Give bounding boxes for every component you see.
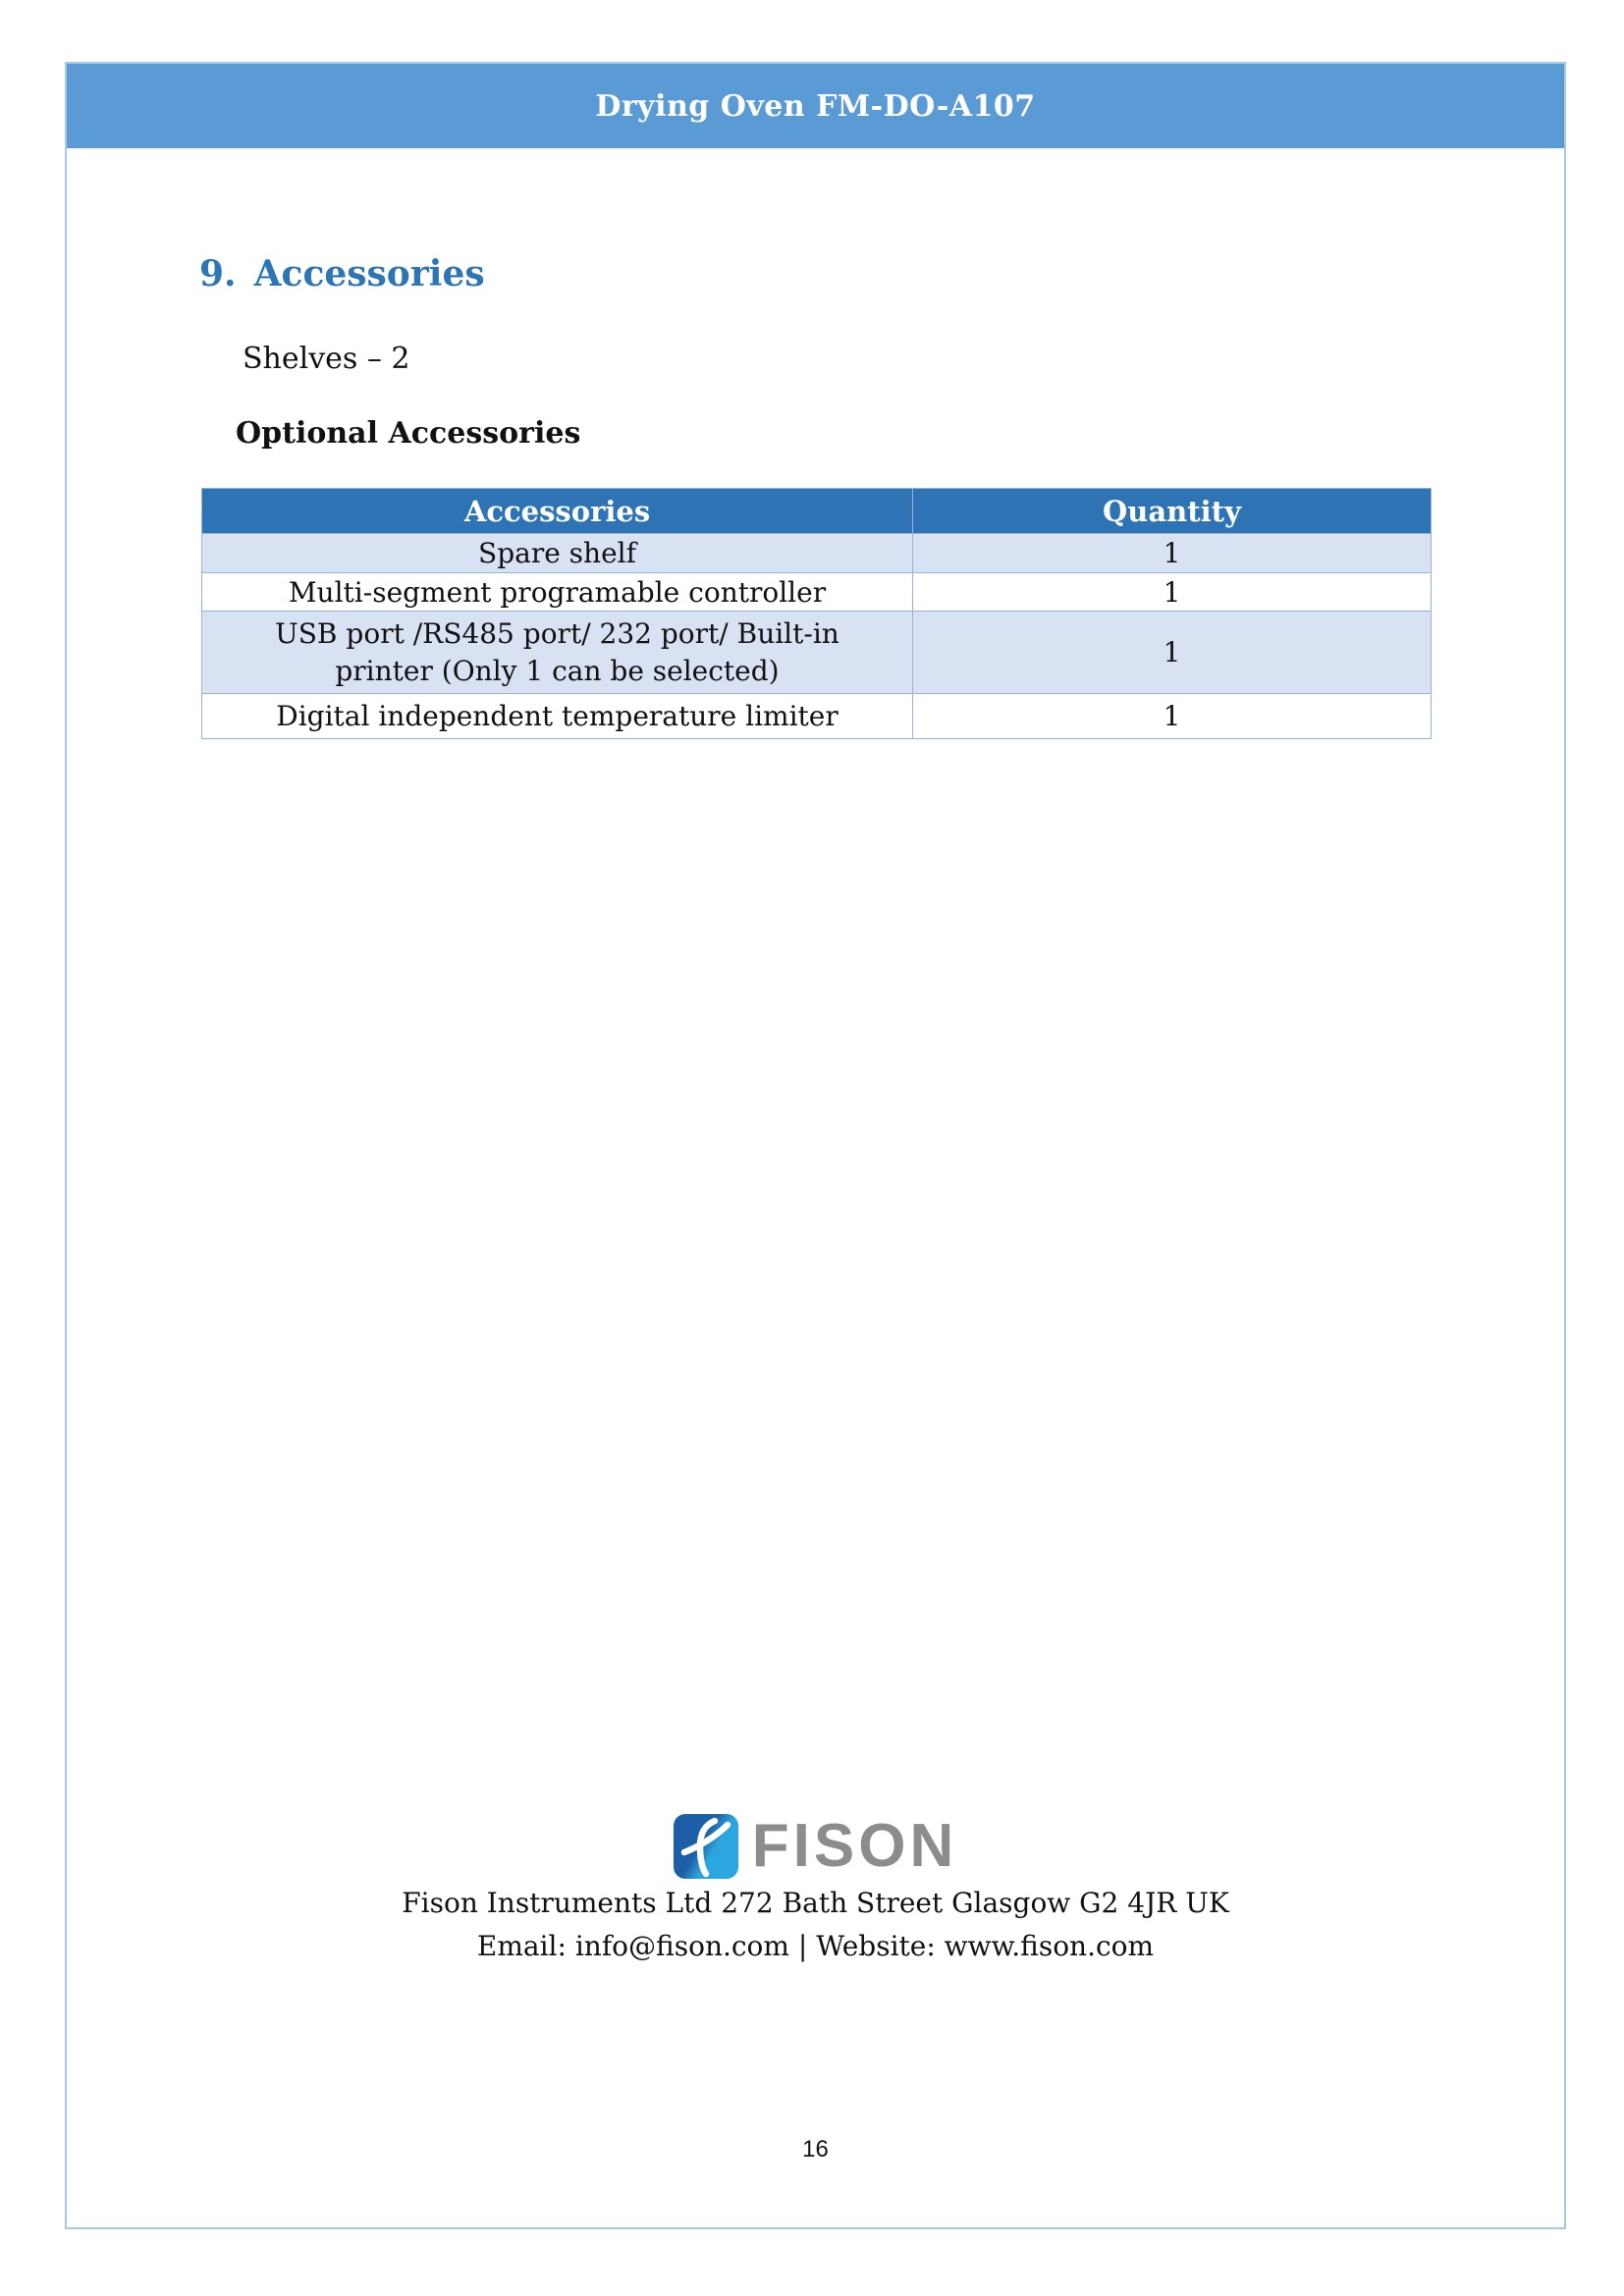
section-number: 9.	[199, 253, 237, 294]
quantity-cell: 1	[913, 612, 1432, 694]
fison-logo-wordmark: FISON	[751, 1812, 958, 1880]
accessory-cell: Multi-segment programable controller	[202, 573, 913, 612]
section-heading	[199, 253, 485, 294]
document-title: Drying Oven FM-DO-A107	[595, 88, 1036, 124]
accessory-cell	[202, 612, 913, 694]
quantity-cell: 1	[913, 694, 1432, 739]
optional-accessories-subheading: Optional Accessories	[236, 416, 581, 451]
accessories-table	[201, 488, 1432, 739]
footer-address-line: Fison Instruments Ltd 272 Bath Street Glasgow G2 4JR UK	[402, 1887, 1229, 1919]
column-header-accessories: Accessories	[202, 489, 913, 534]
section-title: Accessories	[253, 253, 485, 294]
accessory-text: USB port /RS485 port/ 232 port/ Built-in printer (Only 1 can be selected)	[275, 616, 839, 687]
page-number: 16	[802, 2136, 829, 2163]
fison-logo	[65, 1814, 1566, 1879]
table-row	[202, 573, 1432, 612]
accessory-cell: Spare shelf	[202, 534, 913, 573]
quantity-cell: 1	[913, 573, 1432, 612]
table-row	[202, 694, 1432, 739]
quantity-cell: 1	[913, 534, 1432, 573]
table-row	[202, 534, 1432, 573]
table-header-row	[202, 489, 1432, 534]
footer-contact-line: Email: info@fison.com | Website: www.fison.com	[476, 1930, 1155, 1962]
page-header-banner	[67, 64, 1564, 148]
table-row	[202, 612, 1432, 694]
fison-logo-mark-icon	[674, 1814, 738, 1879]
column-header-quantity: Quantity	[913, 489, 1432, 534]
accessory-cell: Digital independent temperature limiter	[202, 694, 913, 739]
shelves-note: Shelves – 2	[243, 342, 410, 376]
